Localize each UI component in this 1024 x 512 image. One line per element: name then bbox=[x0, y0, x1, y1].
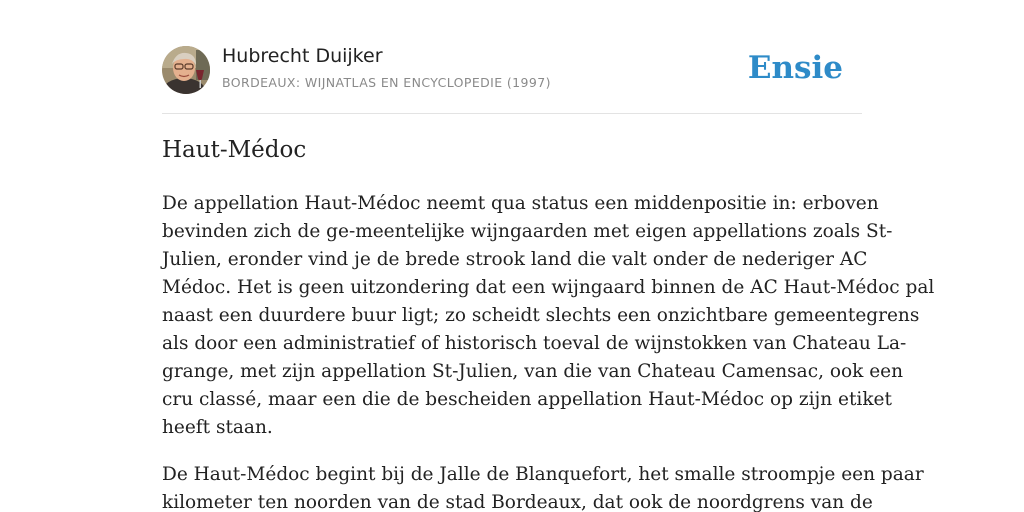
text-line: De appellation Haut-Médoc neemt qua status een middenpositie in: erboven bbox=[162, 193, 879, 214]
text-line: Médoc. Het is geen uitzondering dat een wijngaard binnen de AC Haut-Médoc pal bbox=[162, 277, 935, 298]
paragraph bbox=[162, 461, 924, 512]
article-title: Haut-Médoc bbox=[162, 137, 307, 163]
article-body bbox=[162, 190, 935, 512]
text-line: naast een duurdere buur ligt; zo scheidt slechts een onzichtbare gemeentegrens bbox=[162, 305, 920, 326]
content-column bbox=[162, 0, 935, 512]
paragraph bbox=[162, 190, 935, 442]
author-photo bbox=[162, 46, 210, 94]
text-line: De Haut-Médoc begint bij de Jalle de Blanquefort, het smalle stroompje een paar bbox=[162, 464, 924, 485]
text-line: grange, met zijn appellation St-Julien, van die van Chateau Camensac, ook een bbox=[162, 361, 904, 382]
text-line: Julien, eronder vind je de brede strook land die valt onder de nederiger AC bbox=[162, 249, 868, 270]
text-line: heeft staan. bbox=[162, 417, 273, 438]
text-line: cru classé, maar een die de bescheiden appellation Haut-Médoc op zijn etiket bbox=[162, 389, 892, 410]
author-name[interactable]: Hubrecht Duijker bbox=[222, 45, 383, 67]
author-avatar[interactable] bbox=[162, 46, 210, 94]
text-line: kilometer ten noorden van de stad Bordeaux, dat ook de noordgrens van de bbox=[162, 492, 873, 512]
author-header bbox=[162, 0, 862, 114]
text-line: als door een administratief of historisch toeval de wijnstokken van Chateau La- bbox=[162, 333, 907, 354]
book-title[interactable]: BORDEAUX: WIJNATLAS EN ENCYCLOPEDIE (1997) bbox=[222, 75, 551, 90]
ensie-logo-link[interactable]: Ensie bbox=[747, 50, 843, 86]
text-line: bevinden zich de ge-meentelijke wijngaarden met eigen appellations zoals St- bbox=[162, 221, 893, 242]
